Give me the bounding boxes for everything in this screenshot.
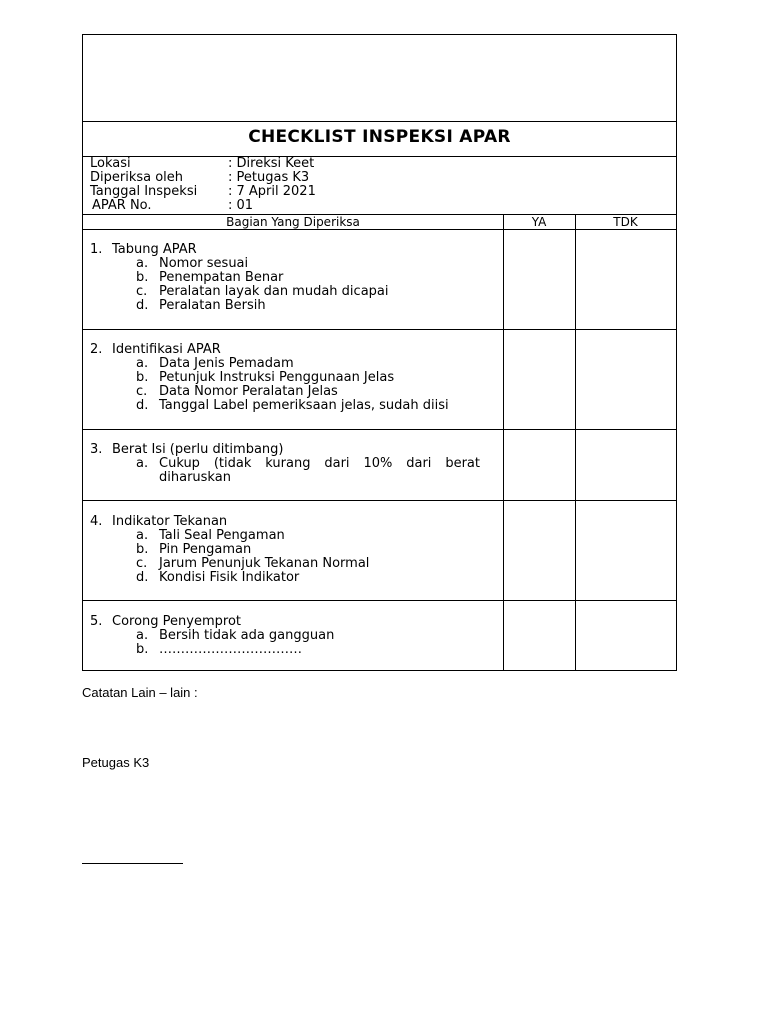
divider <box>83 121 676 122</box>
section-title: Indikator Tekanan <box>112 514 228 529</box>
section-berat-isi <box>90 443 480 485</box>
check-item <box>90 285 480 299</box>
item-text: Tanggal Label pemeriksaan jelas, sudah diisi <box>159 398 449 413</box>
section-heading <box>90 615 480 629</box>
check-item <box>90 571 480 585</box>
column-header-ya: YA <box>531 215 547 229</box>
section-title: Identifikasi APAR <box>112 342 221 357</box>
item-letter: a. <box>136 528 149 543</box>
divider <box>83 229 676 230</box>
section-number: 4. <box>90 514 103 529</box>
info-value-lokasi: : Direksi Keet <box>228 156 315 171</box>
item-text: Tali Seal Pengaman <box>159 528 285 543</box>
info-value-diperiksa: : Petugas K3 <box>228 170 310 185</box>
check-item <box>90 529 480 543</box>
check-item <box>90 299 480 313</box>
item-letter: d. <box>136 298 149 313</box>
document-title: CHECKLIST INSPEKSI APAR <box>248 127 511 147</box>
check-item <box>90 543 480 557</box>
item-text: Kondisi Fisik Indikator <box>159 570 300 585</box>
checklist-table <box>82 34 677 671</box>
divider <box>83 329 676 330</box>
check-item <box>90 385 480 399</box>
section-number: 5. <box>90 614 103 629</box>
item-text: Peralatan Bersih <box>159 298 266 313</box>
check-item <box>90 271 480 285</box>
divider <box>83 500 676 501</box>
section-tabung-apar <box>90 243 480 313</box>
item-text: Data Jenis Pemadam <box>159 356 294 371</box>
item-letter: b. <box>136 270 149 285</box>
item-letter: b. <box>136 642 149 657</box>
item-letter: d. <box>136 570 149 585</box>
info-label-lokasi: Lokasi <box>90 156 131 171</box>
section-title: Corong Penyemprot <box>112 614 241 629</box>
item-letter: a. <box>136 256 149 271</box>
section-number: 2. <box>90 342 103 357</box>
section-title: Berat Isi (perlu ditimbang) <box>112 442 284 457</box>
section-number: 1. <box>90 242 103 257</box>
check-item <box>90 629 480 643</box>
section-number: 3. <box>90 442 103 457</box>
item-text: Nomor sesuai <box>159 256 249 271</box>
section-title: Tabung APAR <box>112 242 197 257</box>
check-item <box>90 371 480 385</box>
column-header-tdk: TDK <box>613 215 638 229</box>
item-text: Jarum Penunjuk Tekanan Normal <box>159 556 370 571</box>
column-divider <box>575 214 576 671</box>
item-letter: a. <box>136 628 149 643</box>
section-heading <box>90 243 480 257</box>
check-item <box>90 643 480 657</box>
check-item <box>90 357 480 371</box>
item-text: …………………………… <box>159 642 302 657</box>
item-text: Penempatan Benar <box>159 270 284 285</box>
item-letter: a. <box>136 356 149 371</box>
item-text: Bersih tidak ada gangguan <box>159 628 335 643</box>
info-block <box>90 157 490 213</box>
section-heading <box>90 343 480 357</box>
column-divider <box>503 214 504 671</box>
item-letter: c. <box>136 556 148 571</box>
info-value-apar-no: : 01 <box>228 198 254 213</box>
info-value-tanggal: : 7 April 2021 <box>228 184 316 199</box>
check-item <box>90 557 480 571</box>
signature-line <box>82 863 183 864</box>
signature-label: Petugas K3 <box>82 755 150 770</box>
info-label-diperiksa: Diperiksa oleh <box>90 170 184 185</box>
info-label-tanggal: Tanggal Inspeksi <box>90 184 198 199</box>
item-text: Pin Pengaman <box>159 542 252 557</box>
item-text: Data Nomor Peralatan Jelas <box>159 384 338 399</box>
section-heading <box>90 443 480 457</box>
item-text: Cukup (tidak kurang dari 10% dari berat diharuskan <box>159 456 480 485</box>
section-corong-penyemprot <box>90 615 480 657</box>
section-identifikasi-apar <box>90 343 480 413</box>
item-letter: a. <box>136 456 149 471</box>
info-label-apar-no: APAR No. <box>92 198 152 213</box>
section-heading <box>90 515 480 529</box>
divider <box>83 429 676 430</box>
check-item <box>90 257 480 271</box>
item-letter: c. <box>136 384 148 399</box>
item-text: Petunjuk Instruksi Penggunaan Jelas <box>159 370 395 385</box>
section-indikator-tekanan <box>90 515 480 585</box>
check-item <box>90 457 480 485</box>
item-letter: d. <box>136 398 149 413</box>
item-letter: c. <box>136 284 148 299</box>
divider <box>83 600 676 601</box>
item-letter: b. <box>136 542 149 557</box>
item-text: Peralatan layak dan mudah dicapai <box>159 284 389 299</box>
notes-label: Catatan Lain – lain : <box>82 685 198 700</box>
item-letter: b. <box>136 370 149 385</box>
column-header-item: Bagian Yang Diperiksa <box>226 215 360 229</box>
check-item <box>90 399 480 413</box>
